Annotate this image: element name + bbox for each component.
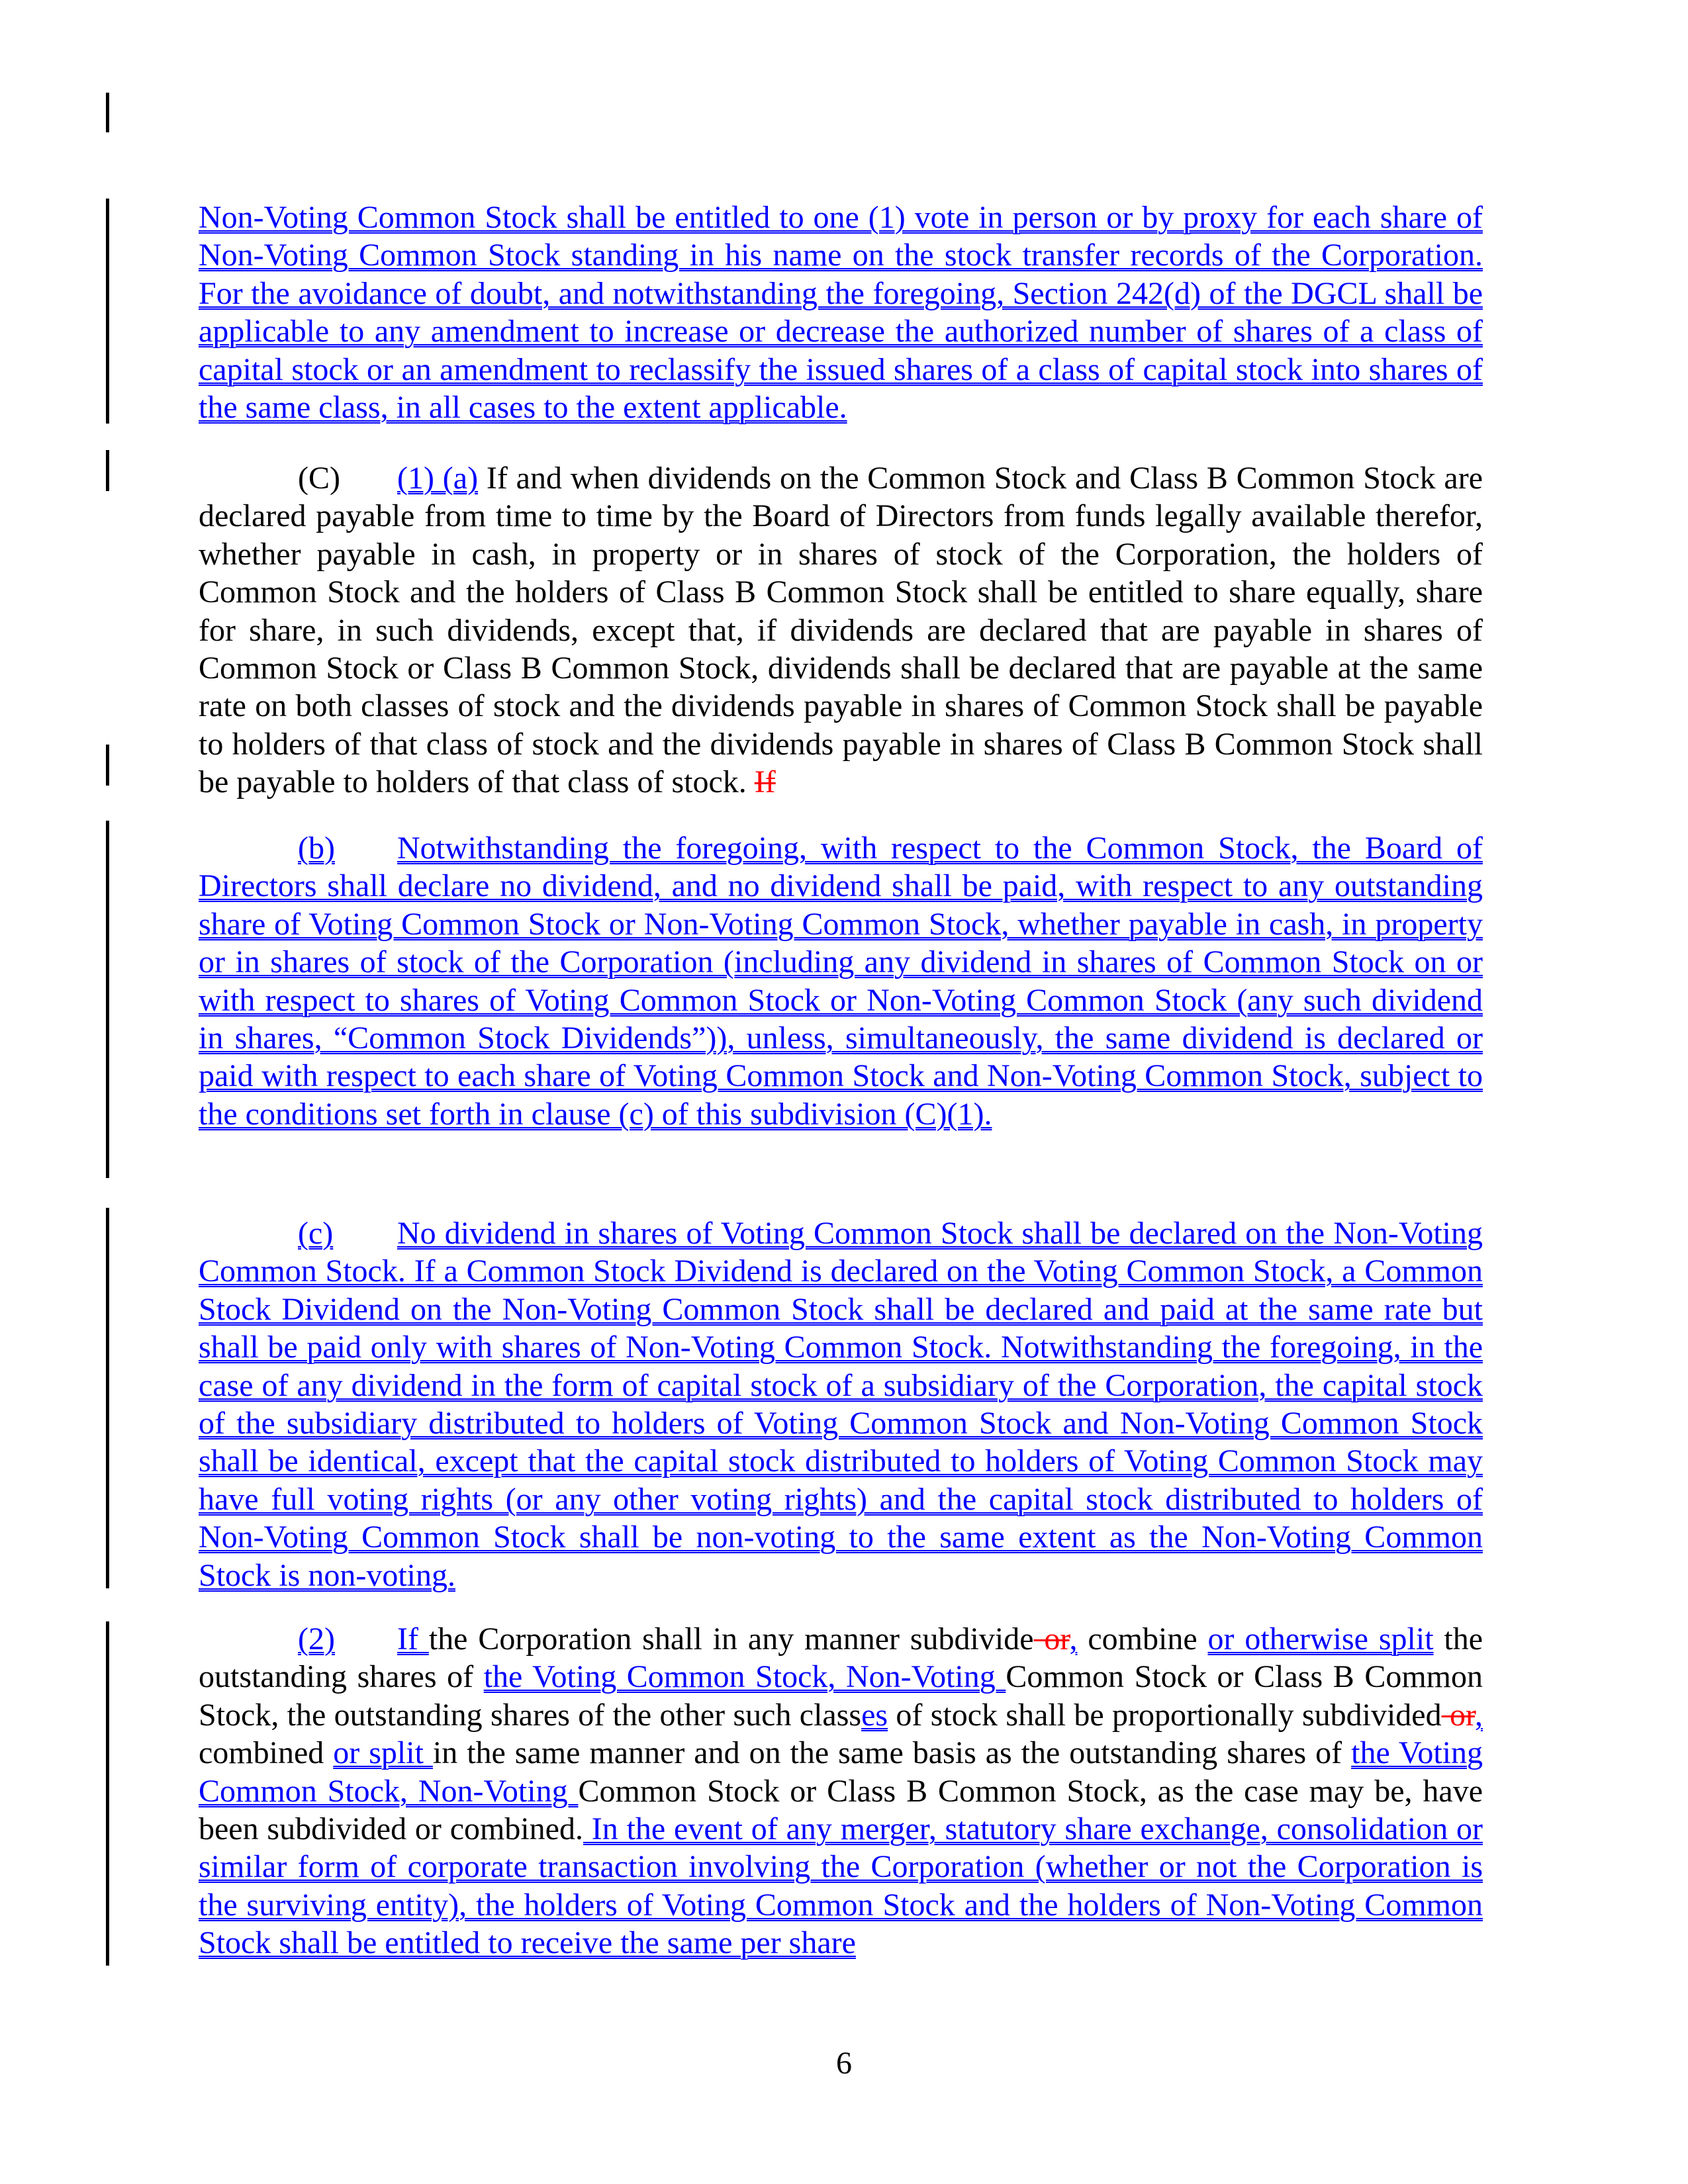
paragraph-dividends-c1a: [199, 459, 1483, 801]
page-number: 6: [836, 2046, 852, 2081]
deleted-text: or: [1441, 1697, 1476, 1733]
body-text: of stock shall be proportionally subdivided: [888, 1697, 1442, 1733]
change-bar: [106, 199, 109, 424]
inserted-text: es: [861, 1697, 888, 1733]
inserted-text: If: [397, 1621, 429, 1657]
inserted-number: (1) (a): [397, 461, 479, 496]
inserted-text: ,: [1069, 1621, 1078, 1657]
paragraph-dividends-b: [199, 829, 1483, 1133]
inserted-text: Non-Voting Common Stock shall be entitled to one (1) vote in person or by proxy for each share of Non-Voting Common Stock standing in his name on the stock transfer records of the Corporation. For the avoidance of doubt, and notwithstanding the foregoing, Section 242(d) of the DGCL shall be applicable to any amendment to increase or decrease the authorized number of shares of a class of capital stock or an amendment to reclassify the issued shares of a class of capital stock into shares of the same class, in all cases to the extent applicable.: [199, 200, 1483, 426]
change-bar: [106, 1621, 109, 1966]
body-text: Common Stock or Class B Common Stock, as the case may be, have been subdivided or combined.: [199, 1773, 1483, 1847]
inserted-text: or split: [333, 1735, 433, 1771]
clause-label: (c): [298, 1216, 334, 1251]
inserted-text: Notwithstanding the foregoing, with respect to the Common Stock, the Board of Directors shall declare no dividend, and no dividend shall be paid, with respect to any outstanding share of Voting Common Stock or Non-Voting Common Stock, whether payable in cash, in property or in shares of stock of the Corporation (including any dividend in shares of Common Stock on or with respect to shares of Voting Common Stock or Non-Voting Common Stock (any such dividend in shares, “Common Stock Dividends”)), unless, simultaneously, the same dividend is declared or paid with respect to each share of Voting Common Stock and Non-Voting Common Stock, subject to the conditions set forth in clause (c) of this subdivision (C)(1).: [199, 831, 1483, 1132]
body-text: combine: [1077, 1621, 1208, 1657]
body-text: If and when dividends on the Common Stock and Class B Common Stock are declared payable from time to time by the Board of Directors from funds legally available therefor, whether payable in cash, in property or in shares of stock of the Corporation, the holders of Common Stock and the holders of Class B Common Stock shall be entitled to share equally, share for share, in such dividends, except that, if dividends are declared that are payable in shares of Common Stock or Class B Common Stock, dividends shall be declared that are payable at the same rate on both classes of stock and the dividends payable in shares of Common Stock shall be payable to holders of that class of stock and the dividends payable in shares of Class B Common Stock shall be payable to holders of that class of stock.: [199, 461, 1483, 800]
deleted-text: If: [754, 764, 776, 800]
body-text: combined: [199, 1735, 334, 1771]
change-bar: [106, 821, 109, 1178]
inserted-text: ,: [1475, 1697, 1483, 1733]
inserted-text: In the event of any merger, statutory share exchange, consolidation or similar form of corporate transaction involving the Corporation (whether or not the Corporation is the surviving entity), the holders of Voting Common Stock and the holders of Non-Voting Common Stock shall be entitled to receive the same per share: [199, 1811, 1483, 1961]
body-text: the outstanding shares of: [199, 1621, 1483, 1695]
paragraph-voting-rights: [199, 199, 1483, 426]
section-label: (C): [298, 461, 340, 496]
change-bar: [106, 93, 109, 132]
inserted-text: No dividend in shares of Voting Common Stock shall be declared on the Non-Voting Common Stock. If a Common Stock Dividend is declared on the Voting Common Stock, a Common Stock Dividend on the Non-Voting Common Stock shall be declared and paid at the same rate but shall be paid only with shares of Non-Voting Common Stock. Notwithstanding the foregoing, in the case of any dividend in the form of capital stock of a subsidiary of the Corporation, the capital stock of the subsidiary distributed to holders of Voting Common Stock and Non-Voting Common Stock shall be identical, except that the capital stock distributed to holders of Voting Common Stock may have full voting rights (or any other voting rights) and the capital stock distributed to holders of Non-Voting Common Stock shall be non-voting to the same extent as the Non-Voting Common Stock is non-voting.: [199, 1216, 1483, 1593]
inserted-text: the Voting Common Stock, Non-Voting: [483, 1659, 1006, 1695]
paragraph-dividends-c: [199, 1214, 1483, 1594]
clause-label: (2): [298, 1621, 335, 1657]
change-bar: [106, 1208, 109, 1588]
inserted-text: the Voting Common Stock, Non-Voting: [199, 1735, 1483, 1809]
inserted-text: or otherwise split: [1207, 1621, 1434, 1657]
body-text: Common Stock or Class B Common Stock, the outstanding shares of the other such class: [199, 1659, 1483, 1733]
clause-label: (b): [298, 831, 335, 866]
body-text: in the same manner and on the same basis as the outstanding shares of: [432, 1735, 1352, 1771]
body-text: the Corporation shall in any manner subdivide: [428, 1621, 1034, 1657]
paragraph-subdivision-2: [199, 1620, 1483, 1962]
deleted-text: or: [1033, 1621, 1070, 1657]
change-bar: [106, 450, 109, 491]
change-bar: [106, 745, 109, 786]
